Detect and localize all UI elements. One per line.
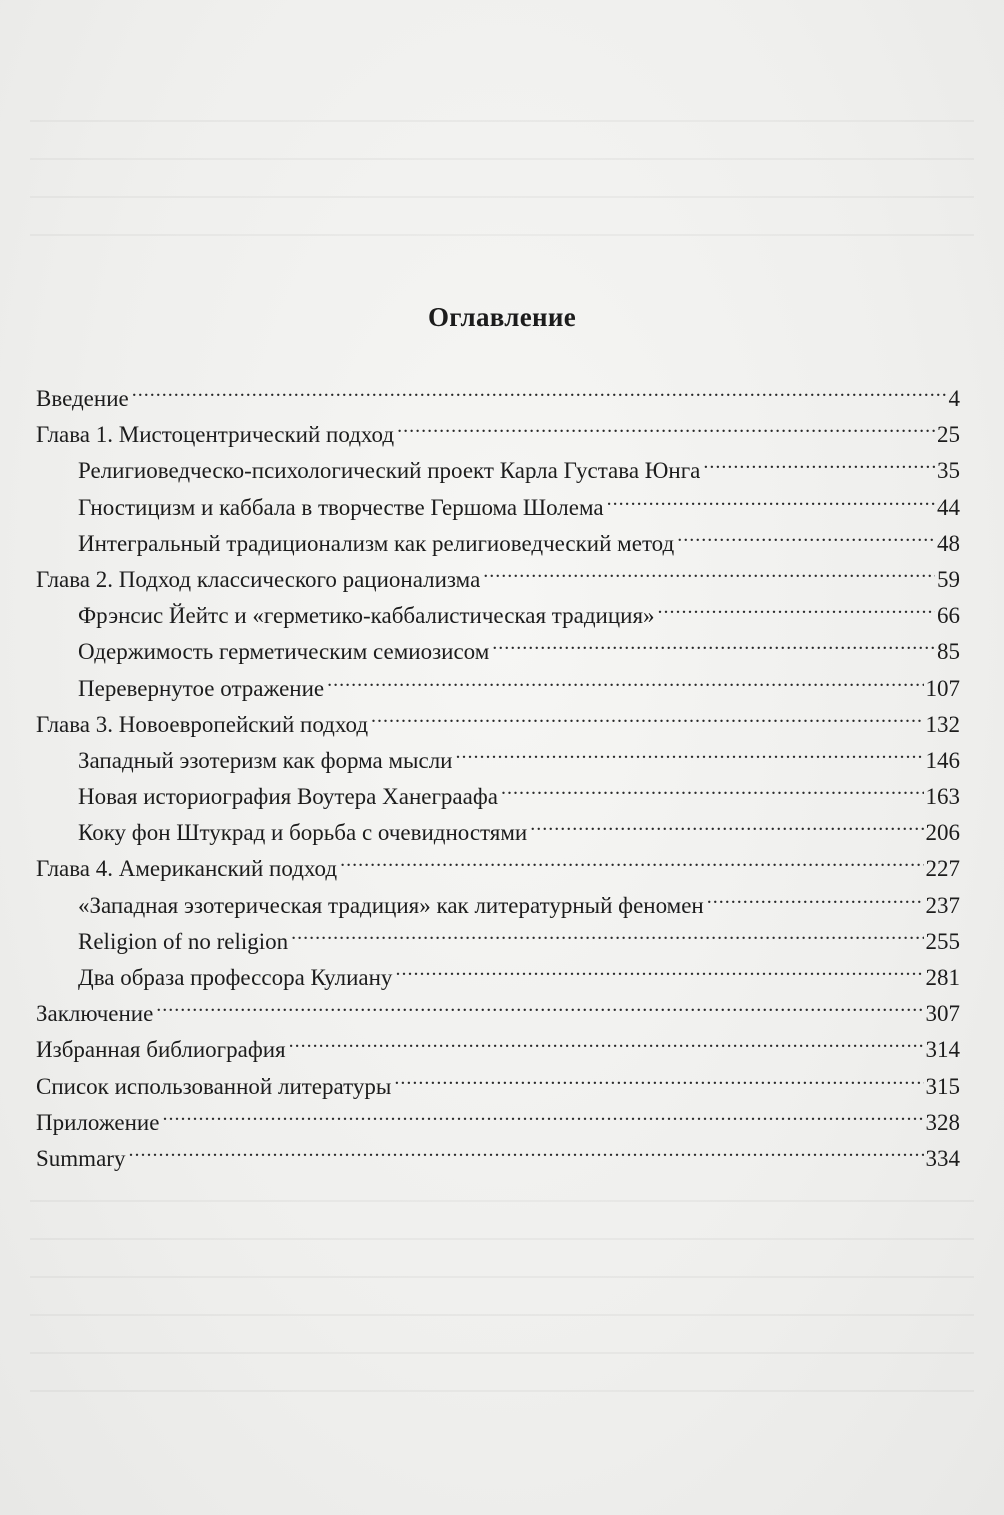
bleed-through-line [30,1200,974,1202]
toc-page-number: 35 [937,458,960,484]
toc-entry-label: Глава 1. Мистоцентрический подход [36,422,395,448]
toc-subentry[interactable] [36,587,960,629]
toc-page-number: 237 [925,892,960,918]
toc-subentry[interactable] [36,913,960,954]
dot-leader [677,515,935,551]
toc-entry-label: Глава 2. Подход классического рационализма [36,566,481,592]
dot-leader [530,804,923,840]
toc-page-number: 59 [937,566,960,592]
toc-page-number: 146 [925,747,960,773]
dot-leader [340,840,923,876]
toc-entry-label: Новая историография Воутера Ханеграафа [78,784,498,810]
bleed-through-line [30,1390,974,1392]
toc-page-number: 315 [925,1073,960,1099]
dot-leader [703,442,935,478]
dot-leader [456,732,924,768]
toc-page-number: 85 [937,639,960,665]
table-of-contents [36,370,960,1171]
page-title: Оглавление [428,302,576,332]
toc-page-number: 163 [925,784,960,810]
dot-leader [394,1058,923,1094]
toc-page-number: 132 [925,711,960,737]
toc-subentry[interactable] [36,732,960,773]
bleed-through-line [30,158,974,160]
toc-entry-label: Интегральный традиционализм как религиоведческий метод [78,530,675,556]
toc-page-number: 255 [925,928,960,954]
toc-entry-label: Заключение [36,1001,154,1027]
bleed-through-line [30,234,974,236]
toc-page-number: 206 [925,820,960,846]
toc-entry-label: Summary [36,1145,126,1171]
dot-leader [395,949,923,985]
toc-page-number: 307 [925,1001,960,1027]
toc-entry-label: Западный эзотеризм как форма мысли [78,747,453,773]
toc-entry[interactable] [36,370,960,411]
toc-entry-label: Список использованной литературы [36,1073,392,1099]
toc-page-number: 66 [937,603,960,629]
dot-leader [371,696,923,732]
toc-entry-label: «Западная эзотерическая традиция» как литературный феномен [78,892,704,918]
toc-entry-label: Религиоведческо-психологический проект Карла Густава Юнга [78,458,701,484]
toc-subentry[interactable] [36,804,960,846]
toc-subentry[interactable] [36,660,960,701]
bleed-through-line [30,1352,974,1354]
toc-subentry[interactable] [36,623,960,665]
toc-entry-label: Два образа профессора Кулиану [78,965,393,990]
dot-leader [397,406,935,442]
toc-subentry[interactable] [36,515,960,556]
dot-leader [289,1021,924,1057]
toc-entry[interactable] [36,840,960,882]
toc-page-number: 44 [937,494,960,520]
dot-leader [156,985,923,1021]
toc-subentry[interactable] [36,442,960,484]
toc-subentry[interactable] [36,877,960,918]
toc-page-number: 227 [925,856,960,882]
toc-entry-label: Перевернутое отражение [78,675,325,701]
toc-page-number: 25 [937,422,960,448]
toc-page-number: 314 [925,1037,960,1063]
toc-entry[interactable] [36,985,960,1027]
toc-entry-label: Приложение [36,1109,160,1135]
toc-entry[interactable] [36,551,960,592]
toc-entry-label: Religion of no religion [78,928,289,954]
toc-subentry[interactable] [36,479,960,520]
dot-leader [128,1130,923,1166]
toc-entry-label: Фрэнсис Йейтс и «герметико-каббалистическая традиция» [78,603,655,629]
bleed-through-line [30,196,974,198]
dot-leader [492,623,935,659]
toc-subentry[interactable] [36,949,960,990]
toc-page-number: 281 [925,965,960,990]
toc-entry-label: Избранная библиография [36,1037,286,1063]
dot-leader [132,370,947,406]
toc-entry[interactable] [36,696,960,737]
dot-leader [483,551,935,587]
toc-entry[interactable] [36,406,960,448]
toc-page-number: 48 [937,530,960,556]
toc-entry[interactable] [36,1130,960,1171]
dot-leader [658,587,935,623]
bleed-through-line [30,1314,974,1316]
toc-entry[interactable] [36,1094,960,1135]
toc-entry[interactable] [36,1058,960,1099]
toc-page-number: 107 [925,675,960,701]
toc-entry-label: Введение [36,386,129,411]
dot-leader [607,479,935,515]
dot-leader [291,913,923,949]
toc-entry-label: Коку фон Штукрад и борьба с очевидностями [78,820,528,846]
toc-page-number: 334 [925,1145,960,1171]
toc-entry-label: Гностицизм и каббала в творчестве Гершома Шолема [78,494,604,520]
bleed-through-line [30,120,974,122]
toc-entry-label: Глава 4. Американский подход [36,856,338,882]
bleed-through-line [30,1238,974,1240]
toc-entry-label: Одержимость герметическим семиозисом [78,639,490,665]
bleed-through-line [30,1276,974,1278]
toc-page-number: 4 [948,386,960,411]
dot-leader [162,1094,923,1130]
toc-subentry[interactable] [36,768,960,810]
dot-leader [501,768,924,804]
toc-entry[interactable] [36,1021,960,1063]
toc-page-number: 328 [925,1109,960,1135]
dot-leader [327,660,923,696]
dot-leader [707,877,924,913]
toc-entry-label: Глава 3. Новоевропейский подход [36,711,369,737]
